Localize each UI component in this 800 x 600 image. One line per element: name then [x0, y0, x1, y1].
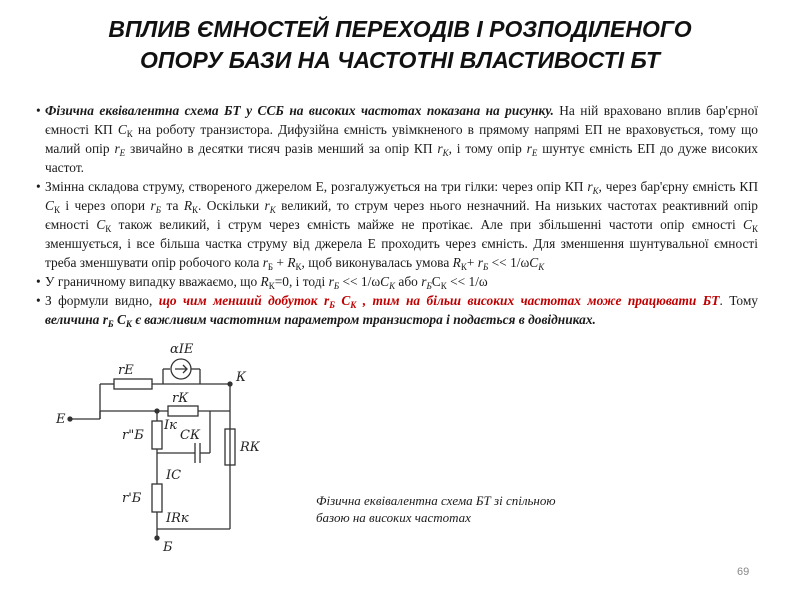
subscript-text: К — [268, 281, 275, 291]
text-run: є важливим частотним параметром транзистора і подається в довідниках. — [132, 312, 596, 327]
label-rb1: r'Б — [122, 491, 142, 506]
text-run: r — [421, 274, 427, 289]
subscript-text: К — [460, 262, 467, 272]
subscript-text: К — [126, 129, 133, 139]
subscript-text: К — [592, 186, 599, 196]
subscript-text: К — [389, 281, 396, 291]
text-run: звичайно в десятки тисяч разів менший за опір КП — [125, 141, 438, 156]
title-line-1: ВПЛИВ ЄМНОСТЕЙ ПЕРЕХОДІВ І РОЗПОДІЛЕНОГО — [108, 16, 692, 42]
text-run: та — [161, 198, 184, 213]
subscript-text: К — [440, 281, 447, 291]
label-Rk: RК — [240, 440, 260, 455]
text-run: зменшується, і все більша частка струму від джерела Е проходить через ємність. Для зменшення шунтувальної ємності треба зменшувати опір робочого кола — [45, 236, 758, 270]
text-run: У граничному випадку вважаємо, що — [45, 274, 261, 289]
label-ic: IС — [166, 468, 182, 483]
slide-body — [36, 101, 758, 329]
label-rk: rК — [172, 391, 189, 406]
text-run: C — [529, 255, 539, 270]
subscript-text: Е — [531, 148, 538, 158]
caption-line-2: базою на високих частотах — [316, 510, 471, 525]
text-run: або — [395, 274, 422, 289]
resistor-re — [114, 379, 152, 389]
figure — [36, 339, 758, 554]
text-run: C — [113, 312, 126, 327]
text-run: + — [273, 255, 288, 270]
text-run: R — [260, 274, 269, 289]
subscript-text: Б — [155, 205, 162, 215]
text-run: На ній враховано вплив бар'єрної ємності КП — [45, 103, 758, 137]
text-run: R — [183, 198, 193, 213]
slide-content — [36, 101, 758, 554]
subscript-text: К — [751, 224, 758, 234]
text-run: . Тому — [719, 293, 759, 308]
text-run: великий, то струм через нього незначний. На низьких частотах реактивний опір ємності — [45, 198, 759, 232]
subscript-text: Б — [333, 281, 340, 291]
subscript-text: К — [192, 205, 199, 215]
subscript-text: К — [125, 319, 133, 329]
label-ik: Iк — [164, 418, 177, 433]
paragraph-2 — [36, 177, 758, 272]
paragraph-1 — [36, 101, 758, 177]
subscript-text: Б — [482, 262, 489, 272]
text-run: R — [287, 255, 296, 270]
resistor-rb2 — [152, 421, 162, 449]
text-run: і через опори — [59, 198, 151, 213]
text-run: на роботу транзистора. Дифузійна ємність увімкненого в прямому напрямі ЕП не враховується, тому що малий опір — [45, 122, 759, 156]
text-run: також великий, і струм через ємність майже не протікає. Але при збільшенні частоти опір ємності — [111, 217, 744, 232]
caption-line-1: Фізична еквівалентна схема БТ зі спільною — [316, 493, 556, 508]
subscript-text: К — [295, 262, 302, 272]
text-run: r — [477, 255, 483, 270]
equivalent-circuit-diagram — [50, 339, 310, 554]
text-run: + — [466, 255, 478, 270]
paragraph-4 — [36, 291, 758, 329]
label-e: E — [56, 412, 66, 427]
subscript-text: Б — [107, 319, 114, 329]
subscript-text: К — [538, 262, 545, 272]
label-b: Б — [163, 540, 173, 554]
text-run: r — [526, 141, 532, 156]
subscript-text: К — [350, 300, 357, 310]
figure-caption — [316, 492, 556, 526]
resistor-rb1 — [152, 484, 162, 512]
text-run: << 1/ω — [446, 274, 488, 289]
slide-title — [0, 14, 800, 76]
text-run: r — [114, 141, 120, 156]
resistor-rk — [168, 406, 198, 416]
label-ck: CК — [180, 428, 201, 443]
text-run: r — [150, 198, 156, 213]
emitter-terminal — [68, 417, 72, 421]
subscript-text: К — [442, 148, 449, 158]
text-run: << 1/ω — [339, 274, 381, 289]
text-run: що чим менший добуток r — [158, 293, 330, 308]
text-run: r — [264, 198, 270, 213]
base-terminal — [155, 536, 159, 540]
text-run: C — [743, 217, 752, 232]
subscript-text: К — [269, 205, 276, 215]
text-run: C — [96, 217, 106, 232]
subscript-text: К — [53, 205, 60, 215]
subscript-text: Б — [329, 300, 335, 310]
text-run: r — [587, 179, 593, 194]
text-run: , тим на більш високих частотах може працювати БТ — [356, 293, 720, 308]
text-run: , і тому опір — [448, 141, 527, 156]
text-run: . Оскільки — [198, 198, 265, 213]
text-run: , через бар'єрну ємність КП — [598, 179, 758, 194]
text-run: , щоб виконувалась умова — [301, 255, 453, 270]
text-run: =0, і тоді — [274, 274, 329, 289]
text-run: r — [328, 274, 334, 289]
text-run: C — [334, 293, 351, 308]
title-line-2: ОПОРУ БАЗИ НА ЧАСТОТНІ ВЛАСТИВОСТІ БТ — [140, 47, 660, 73]
paragraph-3 — [36, 272, 758, 291]
text-run: C — [45, 198, 54, 213]
page-number: 69 — [737, 566, 750, 578]
subscript-text: Б — [426, 281, 432, 291]
text-run: C — [431, 274, 441, 289]
label-source: αIЕ — [170, 342, 194, 357]
label-rb2: r"Б — [122, 428, 144, 443]
text-run: Змінна складова струму, створеного джерелом Е, розгалужується на три гілки: через опір КП — [45, 179, 588, 194]
text-run: Фізична еквівалентна схема БТ у ССБ на високих частотах показана на рисунку. — [45, 103, 554, 118]
label-k: К — [236, 370, 247, 385]
text-run: R — [452, 255, 461, 270]
text-run: << 1/ω — [488, 255, 530, 270]
text-run: C — [380, 274, 390, 289]
text-run: r — [262, 255, 268, 270]
text-run: шунтує ємність ЕП до дуже високих частот. — [45, 141, 758, 175]
label-re: rЕ — [118, 363, 134, 378]
subscript-text: К — [105, 224, 112, 234]
text-run: r — [437, 141, 443, 156]
subscript-text: Е — [119, 148, 126, 158]
text-run: величина r — [45, 312, 108, 327]
text-run: З формули видно, — [45, 293, 159, 308]
text-run: C — [117, 122, 127, 137]
label-irk: IRк — [166, 511, 189, 526]
subscript-text: Б — [267, 262, 274, 272]
